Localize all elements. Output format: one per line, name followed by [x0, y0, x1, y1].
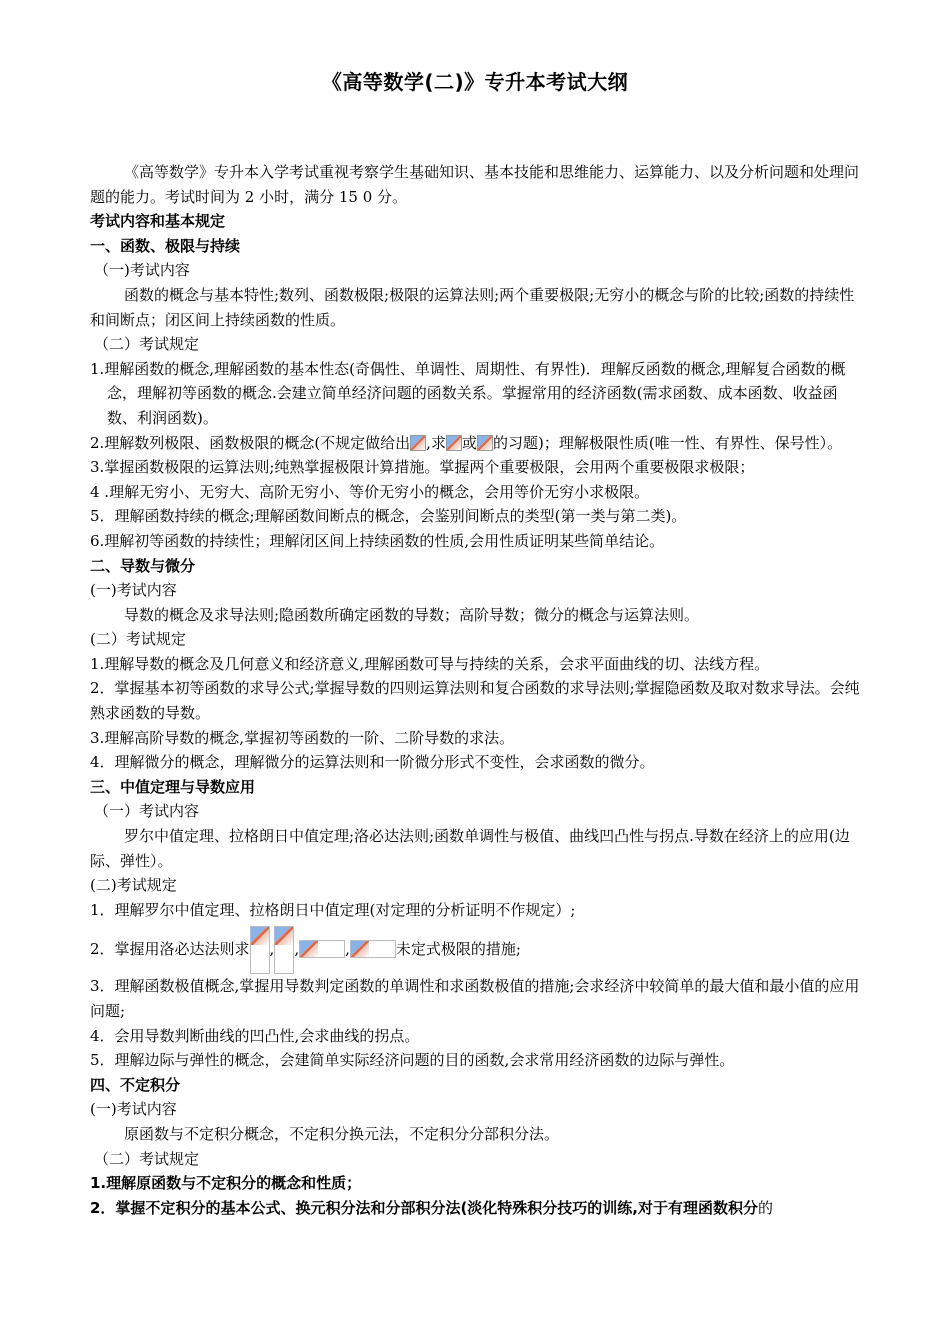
section-1-rule-5: 5．理解函数持续的概念;理解函数间断点的概念，会鉴别间断点的类型(第一类与第二类)。 — [90, 507, 687, 526]
formula-image-icon — [299, 940, 345, 958]
intro-paragraph: 《高等数学》专升本入学考试重视考察学生基础知识、基本技能和思维能力、运算能力、以及分析问题和处理问题的能力。考试时间为 2 小时，满分 15 0 分。 — [90, 163, 860, 206]
section-1-title: 一、函数、极限与持续 — [90, 236, 241, 255]
section-1-content: 函数的概念与基本特性;数列、函数极限;极限的运算法则;两个重要极限;无穷小的概念与阶的比较;函数的持续性和间断点；闭区间上持续函数的性质。 — [90, 285, 855, 329]
section-2-title: 二、导数与微分 — [90, 556, 196, 575]
section-1-rule-3: 3.掌握函数极限的运算法则;纯熟掌握极限计算措施。掌握两个重要极限，会用两个重要极限求极限； — [90, 458, 755, 477]
section-3-rule-2 — [90, 922, 860, 974]
section-1-rule-1: 1.理解函数的概念,理解函数的基本性态(奇偶性、单调性、周期性、有界性)．理解反函数的概念,理解复合函数的概念，理解初等函数的概念.会建立简单经济问题的函数关系。掌握常用的经济函数(需求函数、成本函数、收益函数、利润函数)。 — [90, 359, 846, 427]
formula-image-icon — [477, 435, 493, 451]
image-placeholder-icon — [251, 927, 269, 945]
section-2-rule-4: 4．理解微分的概念，理解微分的运算法则和一阶微分形式不变性，会求函数的微分。 — [90, 753, 655, 772]
image-placeholder-icon — [300, 941, 318, 957]
formula-image-icon — [350, 940, 396, 958]
exam-heading: 考试内容和基本规定 — [90, 212, 226, 231]
section-1-rules-label: （二）考试规定 — [94, 335, 200, 354]
image-placeholder-icon — [351, 941, 369, 957]
rule-text: 2.理解数列极限、函数极限的概念(不规定做给出 — [90, 433, 411, 452]
formula-image-icon — [410, 435, 426, 451]
section-1-content-label: （一)考试内容 — [94, 261, 190, 280]
page-title: 《高等数学(二)》专升本考试大纲 — [321, 70, 629, 94]
rule-separator: , — [294, 940, 300, 959]
section-3-content: 罗尔中值定理、拉格朗日中值定理;洛必达法则;函数单调性与极值、曲线凹凸性与拐点.导数在经济上的应用(边际、弹性）。 — [90, 827, 850, 870]
section-3-rule-1: 1．理解罗尔中值定理、拉格朗日中值定理(对定理的分析证明不作规定）; — [90, 900, 576, 919]
rule-text: 的习题)；理解极限性质(唯一性、有界性、保号性）。 — [492, 433, 843, 452]
section-1-rule-6: 6.理解初等函数的持续性；理解闭区间上持续函数的性质,会用性质证明某些简单结论。 — [90, 531, 665, 550]
section-3-content-label: （一）考试内容 — [94, 802, 200, 821]
rule-text-bold: 2．掌握不定积分的基本公式、换元积分法和分部积分法(淡化特殊积分技巧的训练,对于有理函数积分 — [90, 1198, 758, 1217]
section-3-rule-3: 3．理解函数极值概念,掌握用导数判定函数的单调性和求函数极值的措施;会求经济中较简单的最大值和最小值的应用问题; — [90, 977, 860, 1020]
section-4-content-label: (一)考试内容 — [90, 1100, 177, 1119]
section-3-title: 三、中值定理与导数应用 — [90, 777, 256, 796]
rule-text: ,求 — [426, 433, 446, 452]
section-3-rule-5: 5．理解边际与弹性的概念，会建简单实际经济问题的目的函数,会求常用经济函数的边际与弹性。 — [90, 1051, 735, 1070]
section-4-rules-label: （二）考试规定 — [94, 1149, 200, 1168]
section-1-rule-2 — [90, 431, 860, 456]
section-2-rule-3: 3.理解高阶导数的概念,掌握初等函数的一阶、二阶导数的求法。 — [90, 728, 515, 747]
section-3-rules-label: (二)考试规定 — [90, 876, 177, 895]
rule-text: 未定式极限的措施; — [395, 940, 521, 959]
section-3-rule-4: 4．会用导数判断曲线的凹凸性,会求曲线的拐点。 — [90, 1026, 420, 1045]
formula-image-icon — [274, 926, 294, 974]
section-2-content-label: (一)考试内容 — [90, 581, 177, 600]
formula-image-icon — [446, 435, 462, 451]
section-1-rule-4: 4 .理解无穷小、无穷大、高阶无穷小、等价无穷小的概念，会用等价无穷小求极限。 — [90, 482, 650, 501]
section-4-title: 四、不定积分 — [90, 1075, 181, 1094]
section-2-rule-1: 1.理解导数的概念及几何意义和经济意义,理解函数可导与持续的关系，会求平面曲线的切、法线方程。 — [90, 654, 770, 673]
document-body — [90, 160, 860, 1220]
section-4-rule-2 — [90, 1196, 860, 1221]
section-2-rule-2: 2．掌握基本初等函数的求导公式;掌握导数的四则运算法则和复合函数的求导法则;掌握隐函数及取对数求导法。会纯熟求函数的导数。 — [90, 679, 860, 723]
rule-text: 2．掌握用洛必达法则求 — [90, 940, 250, 959]
rule-separator: , — [345, 940, 350, 959]
rule-separator: , — [269, 940, 275, 959]
section-2-content: 导数的概念及求导法则;隐函数所确定函数的导数；高阶导数；微分的概念与运算法则。 — [124, 605, 700, 624]
section-4-rule-1: 1.理解原函数与不定积分的概念和性质； — [90, 1174, 362, 1193]
section-4-content: 原函数与不定积分概念，不定积分换元法，不定积分分部积分法。 — [124, 1124, 560, 1143]
section-2-rules-label: (二）考试规定 — [90, 630, 186, 649]
formula-image-icon — [250, 926, 270, 974]
rule-text: 或 — [461, 433, 477, 452]
rule-text: 的 — [758, 1198, 774, 1217]
image-placeholder-icon — [275, 927, 293, 945]
